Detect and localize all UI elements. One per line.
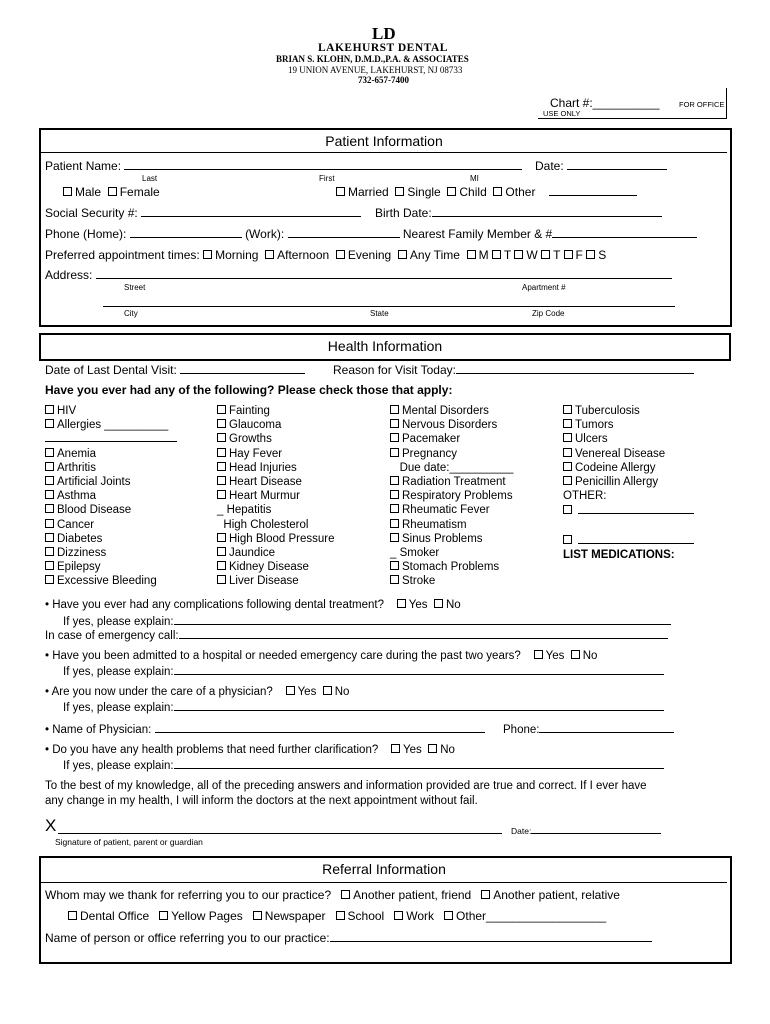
referral-source-row <box>68 909 606 923</box>
yellow-pages-checkbox[interactable] <box>159 911 168 920</box>
conditions-col-2 <box>217 404 334 589</box>
physician-label: • Name of Physician: <box>45 724 152 736</box>
explain-label: If yes, please explain: <box>63 616 174 628</box>
health-section-title: Health Information <box>39 333 731 361</box>
growths-checkbox[interactable] <box>217 433 226 442</box>
phone-work-input[interactable] <box>288 227 400 238</box>
q2-yes-checkbox[interactable] <box>534 650 543 659</box>
referral-question-row <box>45 888 620 902</box>
epilepsy-checkbox[interactable] <box>45 561 54 570</box>
tumors-checkbox[interactable] <box>563 419 572 428</box>
respiratory-checkbox[interactable] <box>390 490 399 499</box>
last-visit-label: Date of Last Dental Visit: <box>45 363 177 377</box>
condition-label: HIV <box>57 405 77 417</box>
emergency-input[interactable] <box>179 628 668 639</box>
yes-label: Yes <box>297 686 317 698</box>
condition-label: Blood Disease <box>57 504 132 517</box>
referral-other-checkbox[interactable] <box>444 911 453 920</box>
address-line-2[interactable] <box>103 306 675 307</box>
condition-label: Glaucoma <box>229 419 282 432</box>
another-relative-checkbox[interactable] <box>481 890 490 899</box>
patient-section-title: Patient Information <box>41 130 727 153</box>
condition-label: Allergies __________ <box>57 419 169 432</box>
q4-no-checkbox[interactable] <box>428 744 437 753</box>
allergies-extra-input[interactable] <box>45 433 177 442</box>
mental-disorders-checkbox[interactable] <box>390 405 399 414</box>
diabetes-checkbox[interactable] <box>45 533 54 542</box>
preferred-row <box>45 248 606 262</box>
condition-label: Growths <box>229 433 272 446</box>
ssn-row <box>45 206 361 220</box>
no-label: No <box>440 744 455 756</box>
male-label: Male <box>75 185 102 199</box>
day-th-label: T <box>553 248 561 262</box>
q2-label: • Have you been admitted to a hospital or needed emergency care during the past two years? <box>45 650 521 662</box>
gender-row <box>63 185 160 199</box>
date-label: Date: <box>535 159 564 173</box>
q3-yes-checkbox[interactable] <box>286 686 295 695</box>
chart-number-field[interactable]: Chart #:__________ <box>550 96 660 110</box>
physician-phone-label: Phone: <box>503 724 540 736</box>
conditions-col-1 <box>45 404 177 589</box>
last-visit-input[interactable] <box>180 363 305 374</box>
day-s-label: S <box>598 248 607 262</box>
explain-label: If yes, please explain: <box>63 702 174 714</box>
emergency-label: In case of emergency call: <box>45 630 179 642</box>
condition-label: Pacemaker <box>402 433 461 446</box>
anemia-checkbox[interactable] <box>45 448 54 457</box>
artificial-joints-checkbox[interactable] <box>45 476 54 485</box>
condition-label: Anemia <box>57 447 96 460</box>
condition-label: _ Hepatitis <box>217 504 272 517</box>
condition-label: Codeine Allergy <box>575 461 656 474</box>
condition-label: Kidney Disease <box>229 561 309 574</box>
condition-label: Dizziness <box>57 547 107 560</box>
explain-label: If yes, please explain: <box>63 760 174 772</box>
condition-label: High Cholesterol <box>223 518 309 531</box>
newspaper-checkbox[interactable] <box>253 911 262 920</box>
ssn-input[interactable] <box>141 206 361 217</box>
afternoon-label: Afternoon <box>277 248 330 262</box>
work-checkbox[interactable] <box>394 911 403 920</box>
signature-line[interactable] <box>58 833 502 834</box>
evening-label: Evening <box>347 248 392 262</box>
anytime-label: Any Time <box>409 248 460 262</box>
stroke-checkbox[interactable] <box>390 575 399 584</box>
date-row <box>535 159 667 173</box>
q3-row <box>45 686 349 698</box>
conditions-col-3 <box>390 404 513 589</box>
rheumatism-checkbox[interactable] <box>390 519 399 528</box>
city-caption: City <box>124 309 138 318</box>
q4-explain-input[interactable] <box>174 758 664 769</box>
last-caption: Last <box>142 174 158 183</box>
day-w-checkbox[interactable] <box>514 250 523 259</box>
referral-question: Whom may we thank for referring you to our practice? <box>45 888 332 902</box>
q3-label: • Are you now under the care of a physician? <box>45 686 273 698</box>
anytime-checkbox[interactable] <box>398 250 407 259</box>
condition-label: Respiratory Problems <box>402 490 513 503</box>
referrer-name-row <box>45 931 652 945</box>
birth-row <box>375 206 662 220</box>
referrer-name-input[interactable] <box>330 931 652 942</box>
other-condition-checkbox[interactable] <box>563 505 572 514</box>
condition-label: Fainting <box>229 405 270 417</box>
asthma-checkbox[interactable] <box>45 490 54 499</box>
sig-date-label: Date: <box>511 826 532 836</box>
street-caption: Street <box>124 283 146 292</box>
patient-name-input[interactable] <box>124 159 522 170</box>
patient-name-label: Patient Name: <box>45 159 122 173</box>
condition-label: Rheumatic Fever <box>402 504 490 517</box>
first-caption: First <box>319 174 335 183</box>
pregnancy-checkbox[interactable] <box>390 448 399 457</box>
q2-row <box>45 650 597 662</box>
condition-label: Epilepsy <box>57 561 101 574</box>
phone-work-label: (Work): <box>245 227 285 241</box>
conditions-col-4 <box>563 404 694 562</box>
apartment-caption: Apartment # <box>522 283 566 292</box>
allergies-checkbox[interactable] <box>45 419 54 428</box>
physician-input[interactable] <box>155 722 485 733</box>
preferred-label: Preferred appointment times: <box>45 248 200 262</box>
q1-explain-input[interactable] <box>174 614 671 625</box>
signature-x: X <box>45 816 57 835</box>
other-condition-input[interactable] <box>578 503 694 514</box>
other-checkbox[interactable] <box>493 187 502 196</box>
no-label: No <box>445 599 461 611</box>
q2-no-checkbox[interactable] <box>571 650 580 659</box>
condition-label: Cancer <box>57 518 95 531</box>
work-label: Work <box>406 909 435 923</box>
attestation-line-2: any change in my health, I will inform the doctors at the next appointment without fail. <box>45 795 478 807</box>
condition-label: Pregnancy <box>402 447 457 460</box>
ulcers-checkbox[interactable] <box>563 433 572 442</box>
penicillin-checkbox[interactable] <box>563 476 572 485</box>
practice-name: LAKEHURST DENTAL <box>318 42 448 54</box>
married-checkbox[interactable] <box>336 187 345 196</box>
condition-label: Asthma <box>57 490 96 503</box>
radiation-checkbox[interactable] <box>390 476 399 485</box>
ssn-label: Social Security #: <box>45 206 138 220</box>
kidney-disease-checkbox[interactable] <box>217 561 226 570</box>
address-label: Address: <box>45 268 93 282</box>
fainting-checkbox[interactable] <box>217 405 226 414</box>
q1-yes-checkbox[interactable] <box>397 599 406 608</box>
q2-explain-input[interactable] <box>174 664 664 675</box>
referral-section-title: Referral Information <box>41 858 727 883</box>
hay-fever-checkbox[interactable] <box>217 448 226 457</box>
day-t-label: T <box>503 248 512 262</box>
emergency-row <box>45 628 668 642</box>
q3-explain-row <box>63 700 664 714</box>
heart-murmur-checkbox[interactable] <box>217 490 226 499</box>
jaundice-checkbox[interactable] <box>217 547 226 556</box>
dizziness-checkbox[interactable] <box>45 547 54 556</box>
codeine-checkbox[interactable] <box>563 462 572 471</box>
single-checkbox[interactable] <box>395 187 404 196</box>
hiv-checkbox[interactable] <box>45 405 54 414</box>
condition-label: High Blood Pressure <box>229 532 335 545</box>
birth-input[interactable] <box>432 206 662 217</box>
phone-home-input[interactable] <box>130 227 242 238</box>
rheumatic-fever-checkbox[interactable] <box>390 504 399 513</box>
female-label: Female <box>119 185 160 199</box>
excessive-bleeding-checkbox[interactable] <box>45 575 54 584</box>
reason-row <box>333 363 694 377</box>
mi-caption: MI <box>470 174 479 183</box>
office-label: FOR OFFICE <box>679 100 725 109</box>
explain-label: If yes, please explain: <box>63 666 174 678</box>
pacemaker-checkbox[interactable] <box>390 433 399 442</box>
high-blood-pressure-checkbox[interactable] <box>217 533 226 542</box>
morning-label: Morning <box>215 248 259 262</box>
evening-checkbox[interactable] <box>336 250 345 259</box>
condition-label: Ulcers <box>575 433 608 446</box>
liver-disease-checkbox[interactable] <box>217 575 226 584</box>
conditions-question: Have you ever had any of the following? Please check those that apply: <box>45 383 453 397</box>
yes-label: Yes <box>403 744 422 756</box>
q4-row <box>45 744 455 756</box>
yes-label: Yes <box>545 650 565 662</box>
nearest-label: Nearest Family Member & # <box>402 227 553 241</box>
condition-label: Heart Murmur <box>229 490 300 503</box>
q1-no-checkbox[interactable] <box>434 599 443 608</box>
condition-label: Diabetes <box>57 532 103 545</box>
condition-label: Nervous Disorders <box>402 419 498 432</box>
doctor-name: BRIAN S. KLOHN, D.M.D.,P.A. & ASSOCIATES <box>276 54 469 64</box>
cancer-checkbox[interactable] <box>45 519 54 528</box>
sig-date-row <box>511 823 661 836</box>
no-label: No <box>582 650 598 662</box>
condition-label: Sinus Problems <box>402 532 483 545</box>
condition-label: Stroke <box>402 575 436 588</box>
day-s-checkbox[interactable] <box>586 250 595 259</box>
sig-date-input[interactable] <box>531 823 661 834</box>
day-m-checkbox[interactable] <box>467 250 476 259</box>
yes-label: Yes <box>408 599 428 611</box>
school-checkbox[interactable] <box>336 911 345 920</box>
birth-label: Birth Date: <box>375 206 432 220</box>
condition-label: Hay Fever <box>229 447 283 460</box>
other-condition-2-input[interactable] <box>578 533 694 544</box>
q1-label: • Have you ever had any complications following dental treatment? <box>45 599 384 611</box>
marital-row <box>336 185 637 199</box>
dental-office-label: Dental Office <box>80 909 150 923</box>
phone-home-label: Phone (Home): <box>45 227 127 241</box>
condition-label: Head Injuries <box>229 461 297 474</box>
q1-explain-row <box>63 614 671 628</box>
condition-label: Tuberculosis <box>575 405 640 417</box>
attestation-line-1: To the best of my knowledge, all of the preceding answers and information provided are true and correct. If I ever have <box>45 780 647 792</box>
nervous-disorders-checkbox[interactable] <box>390 419 399 428</box>
condition-label: Venereal Disease <box>575 447 666 460</box>
q3-no-checkbox[interactable] <box>323 686 332 695</box>
school-label: School <box>347 909 385 923</box>
afternoon-checkbox[interactable] <box>265 250 274 259</box>
due-date-field[interactable]: Due date:__________ <box>399 461 514 474</box>
signature-caption: Signature of patient, parent or guardian <box>55 837 203 847</box>
day-th-checkbox[interactable] <box>541 250 550 259</box>
reason-label: Reason for Visit Today: <box>333 363 456 377</box>
nearest-input[interactable] <box>552 227 697 238</box>
address-input[interactable] <box>96 268 672 279</box>
physician-row <box>45 722 485 736</box>
sinus-checkbox[interactable] <box>390 533 399 542</box>
practice-address: 19 UNION AVENUE, LAKEHURST, NJ 08733 <box>288 65 463 75</box>
no-label: No <box>334 686 350 698</box>
another-relative-label: Another patient, relative <box>493 888 620 902</box>
day-f-label: F <box>575 248 583 262</box>
address-row <box>45 268 672 282</box>
day-t-checkbox[interactable] <box>492 250 501 259</box>
another-friend-checkbox[interactable] <box>341 890 350 899</box>
tuberculosis-checkbox[interactable] <box>563 405 572 414</box>
q4-yes-checkbox[interactable] <box>391 744 400 753</box>
condition-label: Jaundice <box>229 547 276 560</box>
single-label: Single <box>407 185 441 199</box>
head-injuries-checkbox[interactable] <box>217 462 226 471</box>
other-label: Other <box>505 185 536 199</box>
referrer-name-label: Name of person or office referring you to our practice: <box>45 931 330 945</box>
blood-disease-checkbox[interactable] <box>45 504 54 513</box>
practice-phone: 732-657-7400 <box>358 75 409 85</box>
zip-caption: Zip Code <box>532 309 565 318</box>
patient-name-row <box>45 159 522 173</box>
stomach-checkbox[interactable] <box>390 561 399 570</box>
condition-label: Stomach Problems <box>402 561 500 574</box>
condition-label: Artificial Joints <box>57 476 131 489</box>
q2-explain-row <box>63 664 664 678</box>
logo: LD <box>372 24 396 43</box>
child-label: Child <box>459 185 487 199</box>
male-checkbox[interactable] <box>63 187 72 196</box>
other-input[interactable] <box>549 185 637 196</box>
dental-office-checkbox[interactable] <box>68 911 77 920</box>
q3-explain-input[interactable] <box>174 700 664 711</box>
condition-label: Radiation Treatment <box>402 476 506 489</box>
venereal-checkbox[interactable] <box>563 448 572 457</box>
condition-label: _ Smoker <box>390 547 440 560</box>
other-conditions-label: OTHER: <box>563 490 607 503</box>
day-m-label: M <box>478 248 489 262</box>
condition-label: Rheumatism <box>402 518 467 531</box>
heart-disease-checkbox[interactable] <box>217 476 226 485</box>
condition-label: Tumors <box>575 419 614 432</box>
date-input[interactable] <box>567 159 667 170</box>
arthritis-checkbox[interactable] <box>45 462 54 471</box>
referral-other-label: Other__________________ <box>456 909 607 923</box>
q4-label: • Do you have any health problems that need further clarification? <box>45 744 379 756</box>
day-w-label: W <box>526 248 538 262</box>
female-checkbox[interactable] <box>108 187 117 196</box>
yellow-pages-label: Yellow Pages <box>171 909 243 923</box>
condition-label: Excessive Bleeding <box>57 575 157 588</box>
list-medications-label: LIST MEDICATIONS: <box>563 549 675 562</box>
reason-input[interactable] <box>456 363 694 374</box>
another-friend-label: Another patient, friend <box>353 888 472 902</box>
morning-checkbox[interactable] <box>203 250 212 259</box>
condition-label: Penicillin Allergy <box>575 476 659 489</box>
condition-label: Heart Disease <box>229 476 302 489</box>
condition-label: Liver Disease <box>229 575 299 588</box>
state-caption: State <box>370 309 389 318</box>
q4-explain-row <box>63 758 664 772</box>
newspaper-label: Newspaper <box>264 909 326 923</box>
physician-phone-row <box>503 722 674 736</box>
condition-label: Arthritis <box>57 461 96 474</box>
other-condition-2-checkbox[interactable] <box>563 535 572 544</box>
day-f-checkbox[interactable] <box>564 250 573 259</box>
q1-row <box>45 599 461 611</box>
child-checkbox[interactable] <box>447 187 456 196</box>
use-only-label: USE ONLY <box>543 109 581 118</box>
physician-phone-input[interactable] <box>539 722 674 733</box>
condition-label: Mental Disorders <box>402 405 489 417</box>
last-visit-row <box>45 363 305 377</box>
married-label: Married <box>348 185 389 199</box>
glaucoma-checkbox[interactable] <box>217 419 226 428</box>
phone-row <box>45 227 697 241</box>
